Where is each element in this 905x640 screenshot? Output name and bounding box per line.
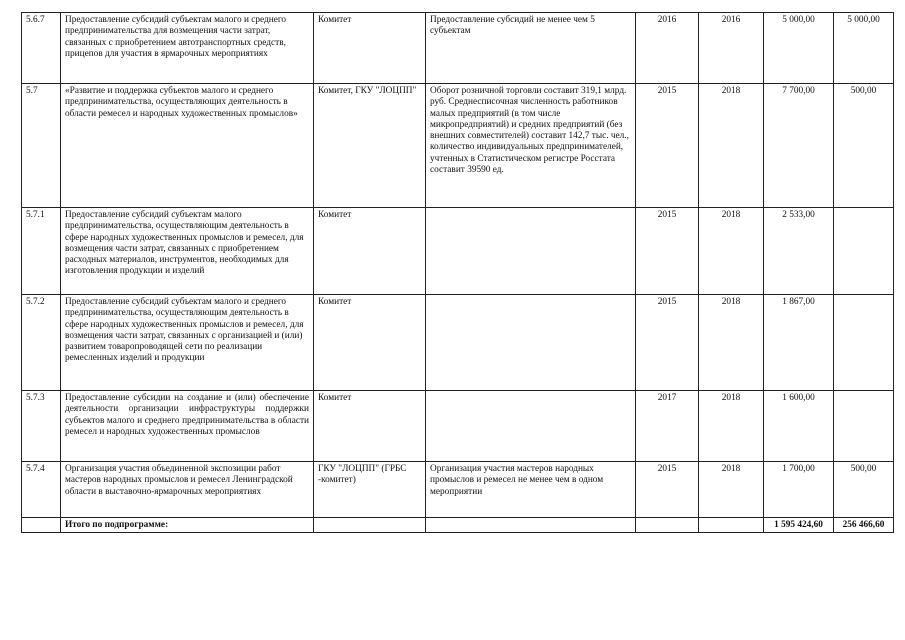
row-executor: Комитет <box>314 13 426 84</box>
row-result <box>426 391 636 462</box>
table-row <box>22 391 894 462</box>
row-result: Предоставление субсидий не менее чем 5 субъектам <box>426 13 636 84</box>
summary-number <box>22 518 61 533</box>
row-executor: Комитет <box>314 391 426 462</box>
row-end-year: 2016 <box>699 13 764 84</box>
row-executor: Комитет, ГКУ "ЛОЦПП" <box>314 84 426 208</box>
summary-year-amount: 256 466,60 <box>834 518 894 533</box>
row-executor: Комитет <box>314 208 426 295</box>
summary-label: Итого по подпрограмме: <box>61 518 314 533</box>
row-result <box>426 295 636 391</box>
table-row <box>22 13 894 84</box>
row-number: 5.7.3 <box>22 391 61 462</box>
row-end-year: 2018 <box>699 391 764 462</box>
row-executor: ГКУ "ЛОЦПП" (ГРБС -комитет) <box>314 462 426 518</box>
row-year-amount: 5 000,00 <box>834 13 894 84</box>
summary-total-amount: 1 595 424,60 <box>764 518 834 533</box>
row-total-amount: 1 867,00 <box>764 295 834 391</box>
row-description: Организация участия объединенной экспозиции работ мастеров народных промыслов и ремесел Ленинградской области в выставочно-ярмарочных мероприятиях <box>61 462 314 518</box>
row-end-year: 2018 <box>699 462 764 518</box>
program-table <box>21 12 894 533</box>
summary-start-year <box>636 518 699 533</box>
row-description: Предоставление субсидий субъектам малого предпринимательства, осуществляющим деятельность в сфере народных художественных промыслов и ремесел, для возмещения части затрат, связанных с приобретением расходных материалов, инструментов, необходимых для изготовления продукции и изделий <box>61 208 314 295</box>
table-row <box>22 208 894 295</box>
row-end-year: 2018 <box>699 295 764 391</box>
row-start-year: 2015 <box>636 295 699 391</box>
row-start-year: 2017 <box>636 391 699 462</box>
row-total-amount: 7 700,00 <box>764 84 834 208</box>
row-year-amount <box>834 208 894 295</box>
row-number: 5.7.1 <box>22 208 61 295</box>
row-number: 5.7 <box>22 84 61 208</box>
row-number: 5.7.4 <box>22 462 61 518</box>
row-description: Предоставление субсидий субъектам малого и среднего предпринимательства, осуществляющим деятельность в сфере народных художественных промыслов и ремесел, для возмещения части затрат, связанных с организацией и (или) развитием товаропроводящей сети по реализации ремесленных изделий и продукции <box>61 295 314 391</box>
summary-end-year <box>699 518 764 533</box>
row-year-amount: 500,00 <box>834 462 894 518</box>
table-row <box>22 84 894 208</box>
row-total-amount: 5 000,00 <box>764 13 834 84</box>
row-result <box>426 208 636 295</box>
row-end-year: 2018 <box>699 84 764 208</box>
row-total-amount: 2 533,00 <box>764 208 834 295</box>
row-end-year: 2018 <box>699 208 764 295</box>
summary-result <box>426 518 636 533</box>
table-row <box>22 295 894 391</box>
summary-executor <box>314 518 426 533</box>
row-executor: Комитет <box>314 295 426 391</box>
row-number: 5.7.2 <box>22 295 61 391</box>
row-total-amount: 1 600,00 <box>764 391 834 462</box>
row-total-amount: 1 700,00 <box>764 462 834 518</box>
row-result: Оборот розничной торговли составит 319,1 млрд. руб. Среднесписочная численность работников малых предприятий (в том числе микропредприятий) и средних предприятий (без внешних совместителей) составит 142,7 тыс. чел., количество индивидуальных предпринимателей, учтенных в Статистическом регистре Росстата составит 39590 ед. <box>426 84 636 208</box>
row-start-year: 2015 <box>636 208 699 295</box>
summary-row <box>22 518 894 533</box>
row-year-amount: 500,00 <box>834 84 894 208</box>
row-description: Предоставление субсидий субъектам малого и среднего предпринимательства для возмещения части затрат, связанных с приобретением автотранспортных средств, прицепов для участия в ярмарочных мероприятиях <box>61 13 314 84</box>
row-year-amount <box>834 295 894 391</box>
row-description: Предоставление субсидии на создание и (или) обеспечение деятельности организации инфраструктуры поддержки субъектов малого и среднего предпринимательства в области ремесел и народных художественных промыслов <box>61 391 314 462</box>
row-start-year: 2016 <box>636 13 699 84</box>
row-start-year: 2015 <box>636 462 699 518</box>
row-start-year: 2015 <box>636 84 699 208</box>
row-result: Организация участия мастеров народных промыслов и ремесел не менее чем в одном мероприятии <box>426 462 636 518</box>
table-row <box>22 462 894 518</box>
row-description: «Развитие и поддержка субъектов малого и среднего предпринимательства, осуществляющих деятельность в области ремесел и народных художественных промыслов» <box>61 84 314 208</box>
row-year-amount <box>834 391 894 462</box>
row-number: 5.6.7 <box>22 13 61 84</box>
